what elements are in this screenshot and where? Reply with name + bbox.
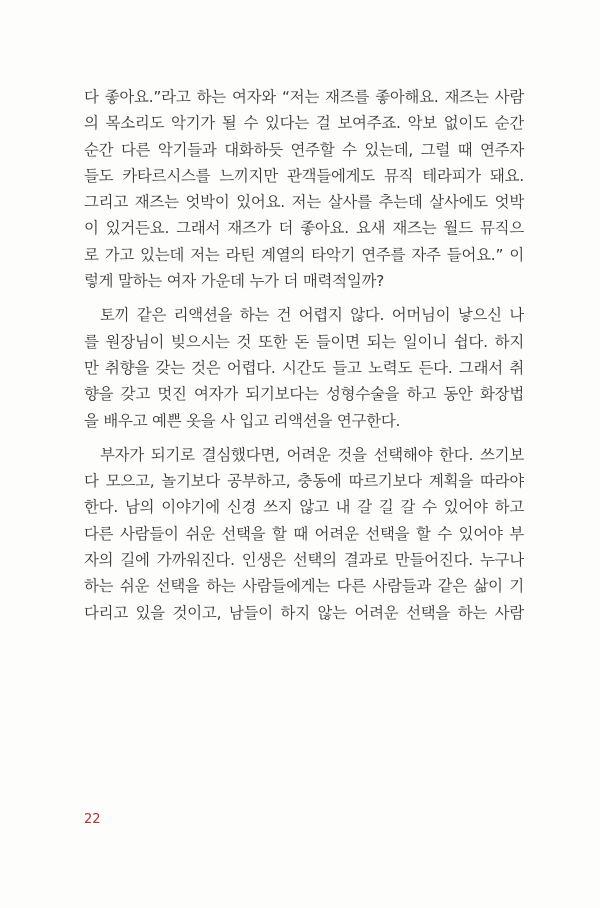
page-number: 22: [84, 812, 101, 827]
paragraph-gap: [84, 434, 524, 442]
text-line: 한다. 남의 이야기에 신경 쓰지 않고 내 갈 길 갈 수 있어야 하고: [84, 498, 524, 517]
paragraph: [84, 302, 524, 433]
text-line: 을 배우고 예쁜 옷을 사 입고 리액션을 연구한다.: [84, 411, 401, 430]
text-line: 로 가고 있는데 저는 라틴 계열의 타악기 연주를 자주 들어요.” 이: [84, 245, 524, 264]
text-line: 순간 다른 악기들과 대화하듯 연주할 수 있는데, 그럴 때 연주자: [84, 140, 524, 159]
text-line: 다 모으고, 놀기보다 공부하고, 충동에 따르기보다 계획을 따라야: [84, 472, 524, 491]
paragraph-gap: [84, 294, 524, 302]
text-line: 향을 갖고 멋진 여자가 되기보다는 성형수술을 하고 동안 화장법: [84, 385, 524, 404]
paragraph: [84, 442, 524, 626]
text-line: 렇게 말하는 여자 가운데 누가 더 매력적일까?: [84, 272, 385, 291]
text-line: 다 좋아요.”라고 하는 여자와 “저는 재즈를 좋아해요. 재즈는 사람: [84, 88, 524, 106]
text-line: 자의 길에 가까워진다. 인생은 선택의 결과로 만들어진다. 누구나: [84, 551, 524, 570]
text-line: 들도 카타르시스를 느끼지만 관객들에게도 뮤직 테라피가 돼요.: [84, 166, 524, 185]
text-line: 그리고 재즈는 엇박이 있어요. 저는 살사를 추는데 살사에도 엇박: [84, 193, 524, 212]
text-line: 다리고 있을 것이고, 남들이 하지 않는 어려운 선택을 하는 사람: [84, 603, 524, 622]
paragraph: [84, 84, 524, 294]
text-line: 하는 쉬운 선택을 하는 사람들에게는 다른 사람들과 같은 삶이 기: [84, 577, 524, 596]
body-text: [84, 84, 524, 626]
text-line: 의 목소리도 악기가 될 수 있다는 걸 보여주죠. 악보 없이도 순간: [84, 114, 524, 133]
text-line: 를 원장님이 빚으시는 것 또한 돈 들이면 되는 일이니 쉽다. 하지: [84, 332, 524, 351]
text-line: 부자가 되기로 결심했다면, 어려운 것을 선택해야 한다. 쓰기보: [100, 445, 524, 464]
text-line: 만 취향을 갖는 것은 어렵다. 시간도 들고 노력도 든다. 그래서 취: [84, 358, 524, 377]
text-line: 다른 사람들이 쉬운 선택을 할 때 어려운 선택을 할 수 있어야 부: [84, 524, 524, 543]
text-line: 이 있거든요. 그래서 재즈가 더 좋아요. 요새 재즈는 월드 뮤직으: [84, 219, 524, 238]
text-line: 토끼 같은 리액션을 하는 건 어렵지 않다. 어머님이 낳으신 나: [100, 306, 524, 325]
